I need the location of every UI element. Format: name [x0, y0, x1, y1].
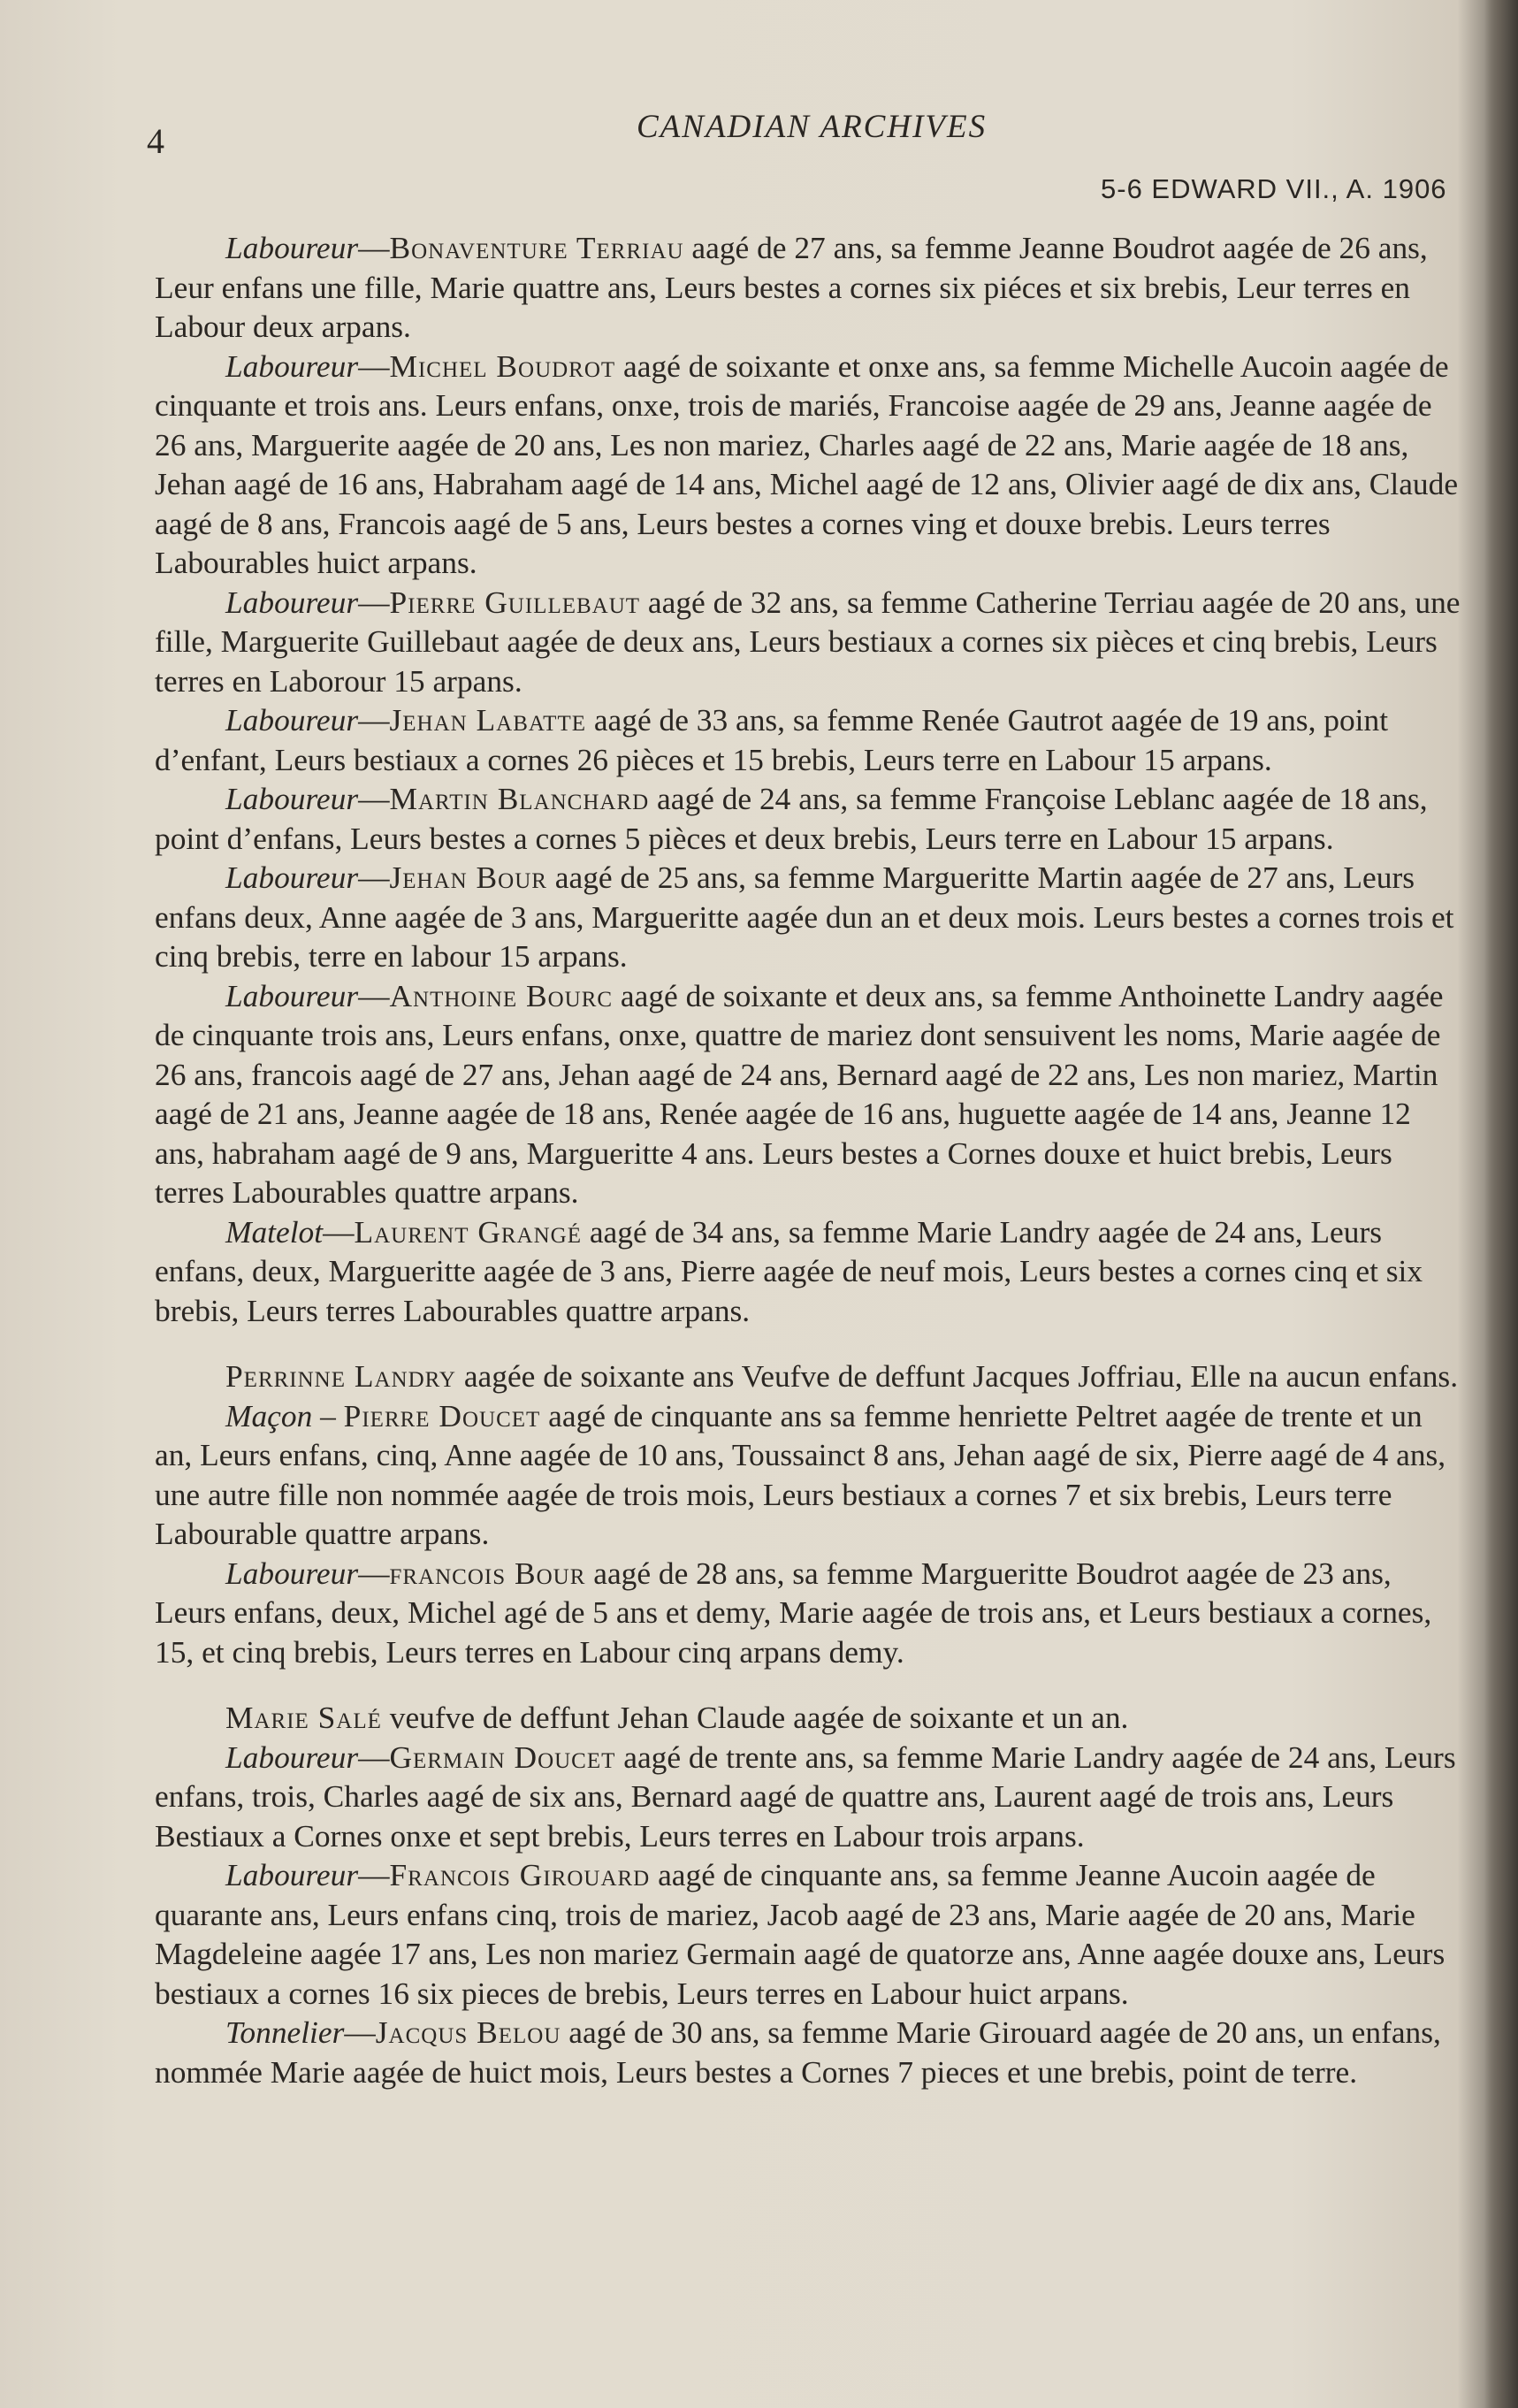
- entry-name: Marie Salé: [225, 1700, 382, 1735]
- entry-occupation: Laboureur: [225, 348, 359, 384]
- entry-text: aagé de cinquante ans, sa femme Jeanne Aucoin aagée de quarante ans, Leurs enfans cinq, trois de mariez, Jacob aagé de 23 ans, Marie aagée de 20 ans, Marie Magdeleine aagée 17 ans, Les non mariez Germain aagé de quatorze ans, Anne aagée douxe ans, Leurs bestiaux a cornes 16 six pieces de brebis, Leurs terres en Labour huict arpans.: [155, 1857, 1446, 2011]
- census-body: [155, 228, 1463, 2091]
- entry-text: aagé de soixante et deux ans, sa femme Anthoinette Landry aagée de cinquante trois ans, Leurs enfans, onxe, quattre de mariez dont sensuivent les noms, Marie aagée de 26 ans, francois aagé de 27 ans, Jehan aagé de 24 ans, Bernard aagé de 22 ans, Les non mariez, Martin aagé de 21 ans, Jeanne aagée de 18 ans, Renée aagée de 16 ans, huguette aagée de 14 ans, Jeanne 12 ans, habraham aagé de 9 ans, Margueritte 4 ans. Leurs bestes a Cornes douxe et huict brebis, Leurs terres Labourables quattre arpans.: [155, 977, 1444, 1210]
- entry-occupation: Laboureur: [225, 230, 359, 265]
- census-entry: Laboureur—Francois Girouard aagé de cinquante ans, sa femme Jeanne Aucoin aagée de quarante ans, Leurs enfans cinq, trois de mariez, Jacob aagé de 23 ans, Marie aagée de 20 ans, Marie Magdeleine aagée 17 ans, Les non mariez Germain aagé de quatorze ans, Anne aagée douxe ans, Leurs bestiaux a cornes 16 six pieces de brebis, Leurs terres en Labour huict arpans.: [155, 1857, 1446, 2011]
- entry-name: Michel Boudrot: [389, 348, 616, 384]
- entry-text: aagé de cinquante ans sa femme henriette Peltret aagée de trente et un an, Leurs enfans, cinq, Anne aagée de 10 ans, Toussainct 8 ans, Jehan aagé de six, Pierre aagé de 4 ans, une autre fille non nommée aagée de trois mois, Leurs bestiaux a cornes 7 et six brebis, Leurs terre Labourable quattre arpans.: [155, 1397, 1446, 1551]
- entry-name: francois Bour: [389, 1555, 586, 1591]
- entry-occupation: Tonnelier: [225, 2014, 345, 2050]
- entry-text: veufve de deffunt Jehan Claude aagée de soixante et un an.: [381, 1700, 1129, 1735]
- entry-text: aagé de 32 ans, sa femme Catherine Terriau aagée de 20 ans, une fille, Marguerite Guillebaut aagée de deux ans, Leurs bestiaux a cornes six pièces et cinq brebis, Leurs terres en Laborour 15 arpans.: [155, 584, 1461, 699]
- entry-occupation: Laboureur: [225, 1857, 359, 1892]
- entry-occupation: Laboureur: [225, 860, 359, 895]
- entry-text: aagé de 30 ans, sa femme Marie Girouard aagée de 20 ans, un enfans, nommée Marie aagée de huict mois, Leurs bestes a Cornes 7 pieces et une brebis, point de terre.: [155, 2014, 1441, 2090]
- census-entry: [155, 1698, 1463, 1738]
- census-entry: Laboureur—Anthoine Bourc aagé de soixante et deux ans, sa femme Anthoinette Landry aagée de cinquante trois ans, Leurs enfans, onxe, quattre de mariez dont sensuivent les noms, Marie aagée de 26 ans, francois aagé de 27 ans, Jehan aagé de 24 ans, Bernard aagé de 22 ans, Les non mariez, Martin aagé de 21 ans, Jeanne aagée de 18 ans, Renée aagée de 16 ans, huguette aagée de 14 ans, Jeanne 12 ans, habraham aagé de 9 ans, Margueritte 4 ans. Leurs bestes a Cornes douxe et huict brebis, Leurs terres Labourables quattre arpans.: [155, 977, 1444, 1210]
- entry-occupation: Laboureur: [225, 977, 359, 1013]
- session-reference: 5-6 EDWARD VII., A. 1906: [1101, 173, 1447, 204]
- entry-name: Jehan Labatte: [389, 702, 586, 738]
- census-entry: Laboureur—Michel Boudrot aagé de soixante et onxe ans, sa femme Michelle Aucoin aagée de cinquante et trois ans. Leurs enfans, onxe, trois de mariés, Francoise aagée de 29 ans, Jeanne aagée de 26 ans, Marguerite aagée de 20 ans, Les non mariez, Charles aagé de 22 ans, Marie aagée de 18 ans, Jehan aagé de 16 ans, Habraham aagé de 14 ans, Michel aagé de 12 ans, Olivier aagé de dix ans, Claude aagé de 8 ans, Francois aagé de 5 ans, Leurs bestes a cornes ving et douxe brebis. Leurs terres Labourables huict arpans.: [155, 348, 1459, 580]
- census-entry: Laboureur—Martin Blanchard aagé de 24 ans, sa femme Françoise Leblanc aagée de 18 ans, point d’enfans, Leurs bestes a cornes 5 pièces et deux brebis, Leurs terre en Labour 15 arpans.: [155, 781, 1428, 856]
- entry-name: Francois Girouard: [389, 1857, 651, 1892]
- entry-text: aagé de soixante et onxe ans, sa femme Michelle Aucoin aagée de cinquante et trois ans. Leurs enfans, onxe, trois de mariés, Francoise aagée de 29 ans, Jeanne aagée de 26 ans, Marguerite aagée de 20 ans, Les non mariez, Charles aagé de 22 ans, Marie aagée de 18 ans, Jehan aagé de 16 ans, Habraham aagé de 14 ans, Michel aagé de 12 ans, Olivier aagé de dix ans, Claude aagé de 8 ans, Francois aagé de 5 ans, Leurs bestes a cornes ving et douxe brebis. Leurs terres Labourables huict arpans.: [155, 348, 1459, 580]
- entry-text: aagé de 25 ans, sa femme Margueritte Martin aagée de 27 ans, Leurs enfans deux, Anne aagée de 3 ans, Margueritte aagée dun an et deux mois. Leurs bestes a cornes trois et cinq brebis, terre en labour 15 arpans.: [155, 860, 1454, 974]
- census-entry: Laboureur—Bonaventure Terriau aagé de 27 ans, sa femme Jeanne Boudrot aagée de 26 ans, Leur enfans une fille, Marie quattre ans, Leurs bestes a cornes six piéces et six brebis, Leur terres en Labour deux arpans.: [155, 230, 1428, 344]
- census-entry: Tonnelier—Jacqus Belou aagé de 30 ans, sa femme Marie Girouard aagée de 20 ans, un enfans, nommée Marie aagée de huict mois, Leurs bestes a Cornes 7 pieces et une brebis, point de terre.: [155, 2014, 1441, 2090]
- entry-text: aagé de 27 ans, sa femme Jeanne Boudrot aagée de 26 ans, Leur enfans une fille, Marie quattre ans, Leurs bestes a cornes six piéces et six brebis, Leur terres en Labour deux arpans.: [155, 230, 1428, 344]
- entry-occupation: Laboureur: [225, 1555, 359, 1591]
- entry-occupation: Maçon: [225, 1397, 313, 1433]
- entry-name: Germain Doucet: [389, 1739, 616, 1775]
- entry-text: aagé de 33 ans, sa femme Renée Gautrot aagée de 19 ans, point d’enfant, Leurs bestiaux a cornes 26 pièces et 15 brebis, Leurs terre en Labour 15 arpans.: [155, 702, 1389, 777]
- entry-occupation: Laboureur: [225, 781, 359, 816]
- entry-text: aagé de 28 ans, sa femme Margueritte Boudrot aagée de 23 ans, Leurs enfans, deux, Michel agé de 5 ans et demy, Marie aagée de trois ans, et Leurs bestiaux a cornes, 15, et cinq brebis, Leurs terres en Labour cinq arpans demy.: [155, 1555, 1432, 1670]
- entry-name: Pierre Guillebaut: [389, 584, 641, 620]
- page-number: 4: [147, 121, 164, 161]
- entry-text: aagée de soixante ans Veufve de deffunt Jacques Joffriau, Elle na aucun enfans.: [456, 1358, 1459, 1394]
- entry-text: aagé de trente ans, sa femme Marie Landry aagée de 24 ans, Leurs enfans, trois, Charles aagé de six ans, Bernard aagé de quattre ans, Laurent aagé de trois ans, Leurs Bestiaux a Cornes onxe et sept brebis, Leurs terres en Labour trois arpans.: [155, 1739, 1456, 1854]
- census-entry: Laboureur—francois Bour aagé de 28 ans, sa femme Margueritte Boudrot aagée de 23 ans, Leurs enfans, deux, Michel agé de 5 ans et demy, Marie aagée de trois ans, et Leurs bestiaux a cornes, 15, et cinq brebis, Leurs terres en Labour cinq arpans demy.: [155, 1555, 1432, 1670]
- census-entry: Laboureur—Jehan Bour aagé de 25 ans, sa femme Margueritte Martin aagée de 27 ans, Leurs enfans deux, Anne aagée de 3 ans, Margueritte aagée dun an et deux mois. Leurs bestes a cornes trois et cinq brebis, terre en labour 15 arpans.: [155, 860, 1454, 974]
- census-entry: Laboureur—Germain Doucet aagé de trente ans, sa femme Marie Landry aagée de 24 ans, Leurs enfans, trois, Charles aagé de six ans, Bernard aagé de quattre ans, Laurent aagé de trois ans, Leurs Bestiaux a Cornes onxe et sept brebis, Leurs terres en Labour trois arpans.: [155, 1739, 1456, 1854]
- entry-text: aagé de 24 ans, sa femme Françoise Leblanc aagée de 18 ans, point d’enfans, Leurs bestes a cornes 5 pièces et deux brebis, Leurs terre en Labour 15 arpans.: [155, 781, 1428, 856]
- entry-occupation: Laboureur: [225, 1739, 359, 1775]
- entry-name: Perrinne Landry: [225, 1358, 456, 1394]
- entry-occupation: Laboureur: [225, 702, 359, 738]
- entry-name: Bonaventure Terriau: [389, 230, 684, 265]
- entry-occupation: Laboureur: [225, 584, 359, 620]
- book-spine-shadow: [1484, 0, 1518, 2408]
- entry-occupation: Matelot: [225, 1213, 324, 1250]
- entry-name: Laurent Grangé: [354, 1213, 582, 1250]
- census-entry: Maçon – Pierre Doucet aagé de cinquante ans sa femme henriette Peltret aagée de trente et un an, Leurs enfans, cinq, Anne aagée de 10 ans, Toussainct 8 ans, Jehan aagé de six, Pierre aagé de 4 ans, une autre fille non nommée aagée de trois mois, Leurs bestiaux a cornes 7 et six brebis, Leurs terre Labourable quattre arpans.: [155, 1397, 1446, 1551]
- entry-name: Martin Blanchard: [389, 781, 650, 816]
- entry-text: aagé de 34 ans, sa femme Marie Landry aagée de 24 ans, Leurs enfans, deux, Margueritte aagée de 3 ans, Pierre aagée de neuf mois, Leurs bestes a cornes cinq et six brebis, Leurs terres Labourables quattre arpans.: [155, 1213, 1423, 1328]
- census-entry: [155, 1357, 1463, 1396]
- entry-name: Jacqus Belou: [375, 2014, 561, 2050]
- entry-name: Pierre Doucet: [343, 1397, 541, 1433]
- census-entry: Matelot—Laurent Grangé aagé de 34 ans, sa femme Marie Landry aagée de 24 ans, Leurs enfans, deux, Margueritte aagée de 3 ans, Pierre aagée de neuf mois, Leurs bestes a cornes cinq et six brebis, Leurs terres Labourables quattre arpans.: [155, 1213, 1423, 1328]
- census-entry: Laboureur—Pierre Guillebaut aagé de 32 ans, sa femme Catherine Terriau aagée de 20 ans, une fille, Marguerite Guillebaut aagée de deux ans, Leurs bestiaux a cornes six pièces et cinq brebis, Leurs terres en Laborour 15 arpans.: [155, 584, 1461, 699]
- entry-name: Anthoine Bourc: [389, 977, 614, 1013]
- running-title: CANADIAN ARCHIVES: [637, 109, 988, 145]
- census-entry: Laboureur—Jehan Labatte aagé de 33 ans, sa femme Renée Gautrot aagée de 19 ans, point d’enfant, Leurs bestiaux a cornes 26 pièces et 15 brebis, Leurs terre en Labour 15 arpans.: [155, 702, 1389, 777]
- entry-name: Jehan Bour: [389, 860, 547, 895]
